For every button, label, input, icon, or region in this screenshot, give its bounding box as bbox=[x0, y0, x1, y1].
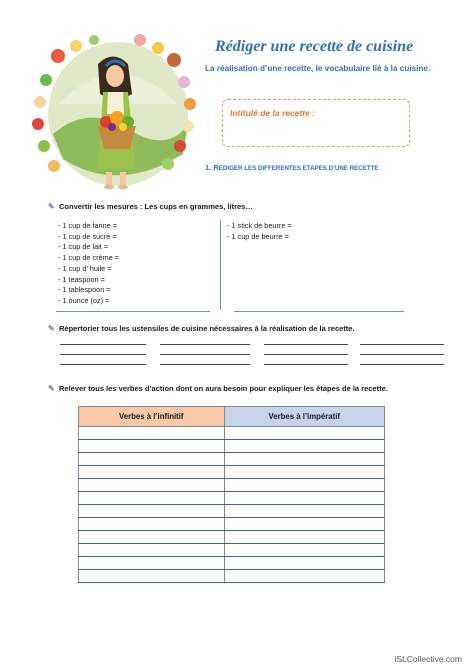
table-cell[interactable] bbox=[224, 440, 385, 453]
cooking-illustration bbox=[28, 34, 206, 192]
table-cell[interactable] bbox=[79, 570, 225, 583]
column-header-infinitive: Verbes à l’infinitif bbox=[79, 407, 225, 427]
table-row bbox=[79, 453, 385, 466]
table-cell[interactable] bbox=[224, 557, 385, 570]
table-row bbox=[79, 440, 385, 453]
table-row bbox=[79, 557, 385, 570]
verbs-question-text: Relever tous les verbes d’action dont on aura besoin pour expliquer les étapes de la recette. bbox=[59, 384, 388, 393]
table-cell[interactable] bbox=[79, 440, 225, 453]
table-cell[interactable] bbox=[79, 453, 225, 466]
utensils-question-text: Répertorier tous les ustensiles de cuisine nécessaires à la réalisation de la recette. bbox=[59, 324, 355, 333]
divider-left bbox=[56, 311, 210, 312]
table-cell[interactable] bbox=[79, 466, 225, 479]
verbs-question bbox=[48, 384, 388, 393]
table-cell[interactable] bbox=[224, 505, 385, 518]
table-row bbox=[79, 505, 385, 518]
table-cell[interactable] bbox=[79, 427, 225, 440]
table-cell[interactable] bbox=[224, 453, 385, 466]
list-item: - 1 cup de crème = bbox=[58, 253, 120, 263]
section-title: EDIGER LES DIFFERENTES ETAPES D’UNE RECETTE bbox=[218, 165, 379, 172]
table-cell[interactable] bbox=[79, 505, 225, 518]
table-row bbox=[79, 531, 385, 544]
column-header-imperative: Verbes à l’impératif bbox=[224, 407, 385, 427]
table-cell[interactable] bbox=[79, 531, 225, 544]
page-title: Rédiger une recette de cuisine bbox=[215, 38, 414, 55]
table-cell[interactable] bbox=[224, 492, 385, 505]
answer-line[interactable] bbox=[160, 344, 250, 345]
column-divider bbox=[220, 220, 221, 310]
pencil-icon: ✎ bbox=[48, 384, 55, 393]
answer-line[interactable] bbox=[360, 364, 444, 365]
list-item: - 1 teaspoon = bbox=[58, 274, 105, 284]
table-cell[interactable] bbox=[79, 518, 225, 531]
watermark: iSLCollective.com bbox=[394, 654, 462, 664]
answer-line[interactable] bbox=[264, 344, 348, 345]
section-number: 1. bbox=[205, 163, 212, 172]
table-cell[interactable] bbox=[224, 518, 385, 531]
table-cell[interactable] bbox=[79, 544, 225, 557]
recipe-title-label: Intitulé de la recette : bbox=[230, 108, 316, 118]
answer-line[interactable] bbox=[160, 354, 250, 355]
utensils-question bbox=[48, 324, 355, 333]
list-item: - 1 cup d’ huile = bbox=[58, 263, 112, 273]
list-item: - 1 cup de sucre = bbox=[58, 231, 117, 241]
table-row bbox=[79, 570, 385, 583]
verbs-table bbox=[78, 406, 385, 583]
section-first-letter: R bbox=[213, 163, 219, 172]
recipe-title-box[interactable] bbox=[222, 99, 410, 147]
table-cell[interactable] bbox=[224, 570, 385, 583]
answer-line[interactable] bbox=[264, 354, 348, 355]
list-item: - 1 ounce (oz) = bbox=[58, 295, 110, 305]
table-row bbox=[79, 518, 385, 531]
table-row bbox=[79, 479, 385, 492]
conversion-left-list bbox=[58, 221, 119, 307]
table-cell[interactable] bbox=[79, 557, 225, 570]
table-cell[interactable] bbox=[79, 479, 225, 492]
section-heading bbox=[205, 163, 379, 172]
pencil-icon: ✎ bbox=[48, 324, 55, 333]
table-row bbox=[79, 492, 385, 505]
answer-line[interactable] bbox=[360, 344, 444, 345]
fruit-basket bbox=[98, 111, 136, 149]
conversion-question bbox=[48, 202, 253, 211]
list-item: - 1 cup de beurre = bbox=[227, 231, 289, 241]
table-row bbox=[79, 544, 385, 557]
table-cell[interactable] bbox=[224, 531, 385, 544]
conversion-question-text: Convertir les mesures : Les cups en grammes, litres… bbox=[59, 202, 253, 211]
table-cell[interactable] bbox=[224, 479, 385, 492]
table-row bbox=[79, 427, 385, 440]
answer-line[interactable] bbox=[60, 354, 146, 355]
conversion-right-list bbox=[227, 221, 292, 242]
answer-line[interactable] bbox=[360, 354, 444, 355]
table-cell[interactable] bbox=[79, 492, 225, 505]
table-cell[interactable] bbox=[224, 466, 385, 479]
pencil-icon: ✎ bbox=[48, 202, 55, 211]
answer-line[interactable] bbox=[160, 364, 250, 365]
divider-right bbox=[234, 311, 404, 312]
list-item: - 1 cup de farine = bbox=[58, 221, 118, 230]
answer-line[interactable] bbox=[264, 364, 348, 365]
table-cell[interactable] bbox=[224, 544, 385, 557]
answer-line[interactable] bbox=[60, 344, 146, 345]
table-cell[interactable] bbox=[224, 427, 385, 440]
list-item: - 1 tablespoon = bbox=[58, 285, 111, 295]
list-item: - 1 stick de beurre = bbox=[227, 221, 292, 230]
answer-line[interactable] bbox=[60, 364, 146, 365]
list-item: - 1 cup de lait = bbox=[58, 242, 109, 252]
table-row bbox=[79, 466, 385, 479]
page-subtitle: La réalisation d’une recette, le vocabulaire lié à la cuisine. bbox=[205, 64, 431, 73]
